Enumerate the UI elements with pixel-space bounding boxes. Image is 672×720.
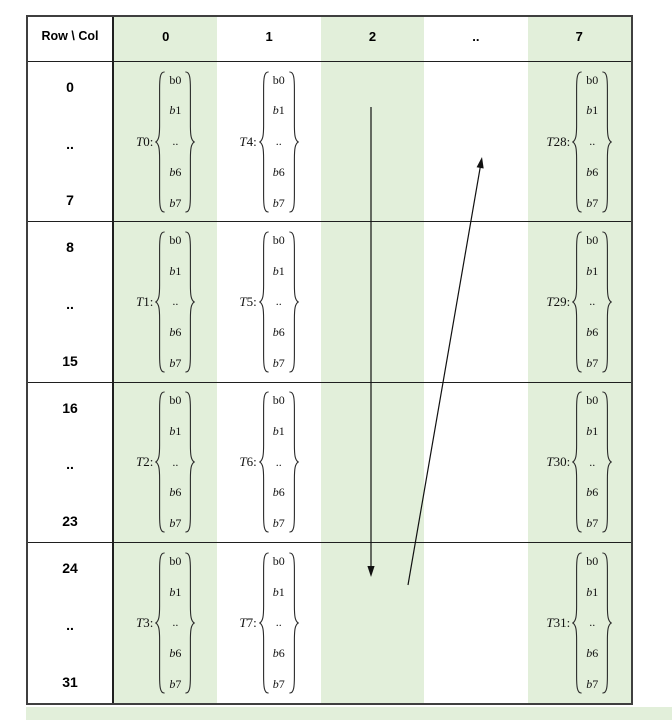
thread-cell-T7 (217, 543, 320, 703)
thread-cell-T2 (114, 383, 217, 543)
brace-left-icon (572, 552, 582, 694)
vector-entry: b6 (169, 325, 182, 340)
vector-entry: b6 (169, 646, 182, 661)
thread-label: T2: (136, 454, 154, 470)
brace-left-icon (155, 391, 165, 533)
vector-entry: b1 (586, 263, 599, 278)
thread-cell-T28 (528, 62, 631, 222)
thread-cell-T3 (114, 543, 217, 703)
thread-cell-T29 (528, 222, 631, 382)
byte-vector-entries (582, 391, 602, 533)
thread-label: T7: (239, 614, 257, 630)
vector-entry: b7 (169, 676, 182, 691)
empty-cell (424, 543, 527, 703)
vector-entry: b0 (272, 553, 285, 568)
thread-cell-T30 (528, 383, 631, 543)
brace-right-icon (289, 231, 299, 373)
row-label-text: 16 (62, 399, 78, 416)
row-label-text: 0 (66, 79, 74, 95)
vector-entry: .. (275, 134, 282, 149)
brace-right-icon (289, 391, 299, 533)
vector-entry: b1 (272, 103, 285, 118)
brace-left-icon (572, 231, 582, 373)
vector-entry: b7 (272, 516, 285, 531)
vector-entry: b1 (272, 263, 285, 278)
brace-right-icon (602, 552, 612, 694)
byte-vector-entries (582, 231, 602, 373)
brace-left-icon (259, 71, 269, 213)
byte-vector (572, 231, 612, 373)
vector-entry: b6 (586, 485, 599, 500)
row-label-text: 24 (62, 559, 78, 576)
thread-label: T28: (546, 133, 571, 149)
vector-entry: b1 (169, 263, 182, 278)
brace-left-icon (259, 391, 269, 533)
row-label-text: .. (66, 616, 74, 633)
thread-cell-T31 (528, 543, 631, 703)
row-label-text: 23 (62, 512, 78, 529)
vector-entry: b6 (586, 646, 599, 661)
byte-vector-entries (269, 71, 289, 213)
brace-right-icon (289, 71, 299, 213)
vector-entry: b1 (272, 584, 285, 599)
empty-cell (321, 62, 424, 222)
vector-entry: .. (172, 454, 179, 469)
thread-label: T1: (136, 293, 154, 309)
vector-entry: b6 (272, 485, 285, 500)
row-label-text: 8 (66, 239, 74, 256)
byte-vector-entries (582, 552, 602, 694)
vector-entry: b0 (169, 553, 182, 568)
vector-entry: b7 (272, 355, 285, 370)
byte-vector-entries (165, 231, 185, 373)
vector-entry: b7 (169, 195, 182, 210)
vector-entry: b1 (272, 423, 285, 438)
byte-vector-entries (582, 71, 602, 213)
vector-entry: b6 (272, 325, 285, 340)
byte-vector (155, 552, 195, 694)
vector-entry: b7 (586, 355, 599, 370)
empty-cell (321, 222, 424, 382)
brace-left-icon (572, 391, 582, 533)
empty-cell (321, 543, 424, 703)
vector-entry: b6 (272, 164, 285, 179)
vector-entry: b6 (586, 164, 599, 179)
vector-entry: b6 (272, 646, 285, 661)
vector-entry: b7 (169, 516, 182, 531)
row-label-text: .. (66, 295, 74, 312)
brace-left-icon (155, 231, 165, 373)
vector-entry: .. (275, 454, 282, 469)
vector-entry: b0 (272, 393, 285, 408)
byte-vector (259, 71, 299, 213)
vector-entry: .. (172, 294, 179, 309)
vector-entry: b1 (586, 103, 599, 118)
thread-label: T3: (136, 614, 154, 630)
empty-cell (424, 383, 527, 543)
vector-entry: .. (172, 615, 179, 630)
vector-entry: .. (589, 454, 596, 469)
thread-label: T5: (239, 293, 257, 309)
vector-entry: b1 (586, 584, 599, 599)
byte-vector (259, 231, 299, 373)
thread-label: T4: (239, 133, 257, 149)
empty-cell (321, 383, 424, 543)
row-label-text: 31 (62, 674, 78, 690)
header-cell-col-0: 0 (114, 17, 217, 62)
brace-left-icon (155, 71, 165, 213)
thread-label: T31: (546, 614, 571, 630)
vector-entry: b7 (586, 195, 599, 210)
empty-cell (424, 62, 527, 222)
thread-cell-T0 (114, 62, 217, 222)
brace-right-icon (289, 552, 299, 694)
thread-label: T0: (136, 133, 154, 149)
vector-entry: b6 (169, 164, 182, 179)
byte-vector-entries (269, 391, 289, 533)
brace-left-icon (259, 552, 269, 694)
header-cell-col-7: 7 (528, 17, 631, 62)
row-label-cell (28, 543, 114, 703)
header-corner-cell: Row \ Col (28, 17, 114, 62)
byte-vector (155, 71, 195, 213)
vector-entry: b0 (169, 232, 182, 247)
row-label-text: .. (66, 456, 74, 473)
vector-entry: b0 (586, 72, 599, 87)
header-cell-col-1: 1 (217, 17, 320, 62)
vector-entry: b7 (586, 676, 599, 691)
byte-vector (572, 71, 612, 213)
brace-right-icon (602, 391, 612, 533)
vector-entry: b6 (169, 485, 182, 500)
vector-entry: b7 (169, 355, 182, 370)
byte-vector (572, 552, 612, 694)
vector-entry: .. (589, 134, 596, 149)
header-cell-col-2: 2 (321, 17, 424, 62)
vector-entry: b7 (272, 195, 285, 210)
vector-entry: b0 (586, 393, 599, 408)
byte-vector (259, 552, 299, 694)
vector-entry: b6 (586, 325, 599, 340)
empty-cell (424, 222, 527, 382)
brace-right-icon (602, 71, 612, 213)
brace-right-icon (602, 231, 612, 373)
thread-cell-T1 (114, 222, 217, 382)
thread-layout-table (26, 15, 633, 705)
vector-entry: .. (589, 615, 596, 630)
brace-left-icon (259, 231, 269, 373)
bottom-green-band (26, 707, 672, 720)
byte-vector (155, 391, 195, 533)
vector-entry: b1 (169, 103, 182, 118)
vector-entry: b1 (169, 584, 182, 599)
brace-left-icon (572, 71, 582, 213)
row-label-cell (28, 62, 114, 222)
brace-left-icon (155, 552, 165, 694)
vector-entry: b0 (169, 393, 182, 408)
byte-vector-entries (165, 552, 185, 694)
brace-right-icon (185, 391, 195, 533)
byte-vector-entries (165, 71, 185, 213)
header-cell-col-..: .. (424, 17, 527, 62)
byte-vector-entries (165, 391, 185, 533)
byte-vector (572, 391, 612, 533)
byte-vector (155, 231, 195, 373)
byte-vector (259, 391, 299, 533)
vector-entry: b0 (586, 232, 599, 247)
brace-right-icon (185, 552, 195, 694)
thread-cell-T5 (217, 222, 320, 382)
vector-entry: b1 (586, 423, 599, 438)
vector-entry: b7 (272, 676, 285, 691)
vector-entry: .. (589, 294, 596, 309)
row-label-text: 15 (62, 352, 78, 369)
thread-label: T30: (546, 454, 571, 470)
vector-entry: b0 (272, 232, 285, 247)
vector-entry: .. (172, 134, 179, 149)
thread-label: T29: (546, 293, 571, 309)
vector-entry: .. (275, 294, 282, 309)
brace-right-icon (185, 231, 195, 373)
byte-vector-entries (269, 231, 289, 373)
row-label-cell (28, 222, 114, 382)
row-label-cell (28, 383, 114, 543)
vector-entry: b0 (272, 72, 285, 87)
byte-vector-entries (269, 552, 289, 694)
thread-label: T6: (239, 454, 257, 470)
row-label-text: .. (66, 135, 74, 152)
vector-entry: b0 (169, 72, 182, 87)
vector-entry: b1 (169, 423, 182, 438)
row-label-text: 7 (66, 192, 74, 209)
brace-right-icon (185, 71, 195, 213)
vector-entry: .. (275, 615, 282, 630)
vector-entry: b0 (586, 553, 599, 568)
thread-cell-T6 (217, 383, 320, 543)
thread-cell-T4 (217, 62, 320, 222)
vector-entry: b7 (586, 516, 599, 531)
